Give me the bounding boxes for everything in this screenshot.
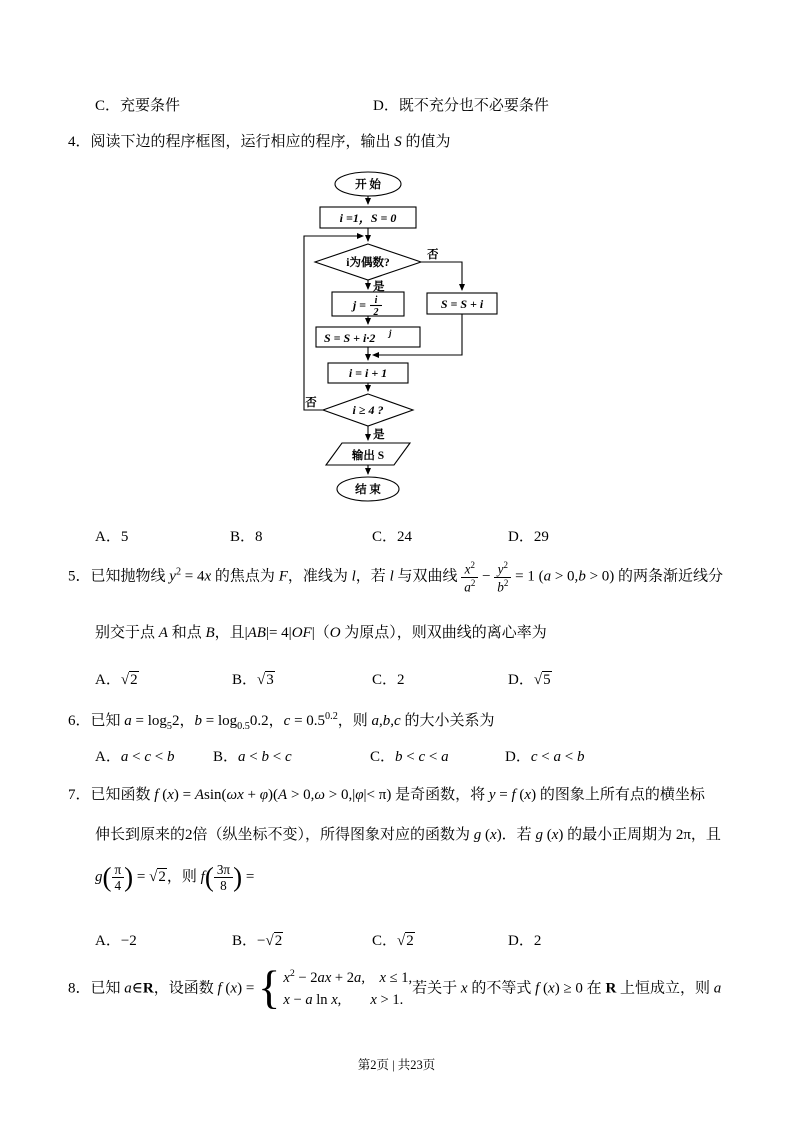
q4-option-c: C．24 (372, 529, 413, 545)
q5-stem-line2: 别交于点 A 和点 B，且|AB|= 4|OF|（O 为原点），则双曲线的离心率为 (95, 625, 547, 641)
page-footer: 第2页 | 共23页 (357, 1058, 436, 1072)
output-label: 输出 S (351, 450, 385, 462)
q7-stem-line3: g( $\frac{\pi}{4}$ ) = √2，则 f( $\frac{3\pi}{8}$ ) = (95, 862, 255, 894)
q5-stem-line1: 5．已知抛物线 $y^2 = 4x$ 的焦点为 F，准线为 l，若 l 与双曲线 $\frac{x^2}{a^2}$ − $\frac{y^2}{b^2}$ = 1 (a > 0,b > 0) 的两条渐近线分 (68, 560, 724, 594)
assign-j-frac-den: 2 (373, 307, 379, 318)
no-branch-line (421, 262, 462, 290)
q7-stem-line2: 伸长到原来的2倍（纵坐标不变），所得图象对应的函数为 g (x)．若 g (x) 的最小正周期为 2π，且 (95, 827, 721, 843)
cond2-label: i ≥ 4 ? (352, 403, 384, 417)
q6-option-a: A．a < c < b (95, 749, 175, 765)
q5-option-b: B．√3 (232, 672, 274, 688)
incr-label: i = i + 1 (348, 366, 388, 380)
assign-j-box-shape (332, 292, 404, 316)
prev-option-c: C．充要条件 (95, 98, 181, 114)
q7-stem-line1: 7．已知函数 f (x) = Asin(ωx + φ)(A > 0,ω > 0,|φ|< π) 是奇函数，将 y = f (x) 的图象上所有点的横坐标 (68, 787, 705, 803)
q7-option-a: A．−2 (95, 933, 137, 949)
q5-option-d: D．√5 (508, 672, 551, 688)
q8-stem: 8．已知 a∈R，设函数 f (x) = { $x^2 - 2ax + 2a$, x ≤ 1, x − a ln x, x > 1. 若关于 x 的不等式 f (x) ≥ 0 在 R 上恒成立，则 a (68, 963, 722, 1015)
q6-option-d: D．c < a < b (505, 749, 585, 765)
assign-j-frac-num: i (374, 295, 378, 306)
assign-j-label: j = (352, 298, 366, 312)
q4-flowchart (280, 170, 530, 510)
q5-option-c: C．2 (372, 672, 405, 688)
cond1-label: i为偶数? (346, 257, 390, 269)
q6-stem: 6．已知 $a = \log_52$，$b = \log_{0.5}0.2$，$c = 0.5^{0.2}$，则 a,b,c 的大小关系为 (68, 711, 495, 732)
q7-option-d: D．2 (508, 933, 542, 949)
cond2-yes-label: 是 (373, 429, 385, 441)
init-label: i =1，S = 0 (339, 211, 397, 225)
q4-stem: 4．阅读下边的程序框图，运行相应的程序，输出 S 的值为 (68, 134, 451, 150)
assign-s2-label: S = S + i·2 (324, 331, 376, 345)
q7-option-b: B．−√2 (232, 933, 283, 949)
q5-option-a: A．√2 (95, 672, 138, 688)
q4-option-b: B．8 (230, 529, 263, 545)
assign-s2-sup: j (389, 328, 392, 338)
prev-option-d: D．既不充分也不必要条件 (373, 98, 549, 114)
end-label: 结 束 (355, 484, 381, 496)
q7-option-c: C．√2 (372, 933, 414, 949)
add-s-label: S = S + i (440, 297, 484, 311)
q6-option-b: B．a < b < c (213, 749, 292, 765)
cond1-no-label: 否 (427, 249, 439, 261)
q4-option-d: D．29 (508, 529, 549, 545)
cond2-no-label: 否 (305, 397, 317, 409)
q4-option-a: A．5 (95, 529, 129, 545)
q6-option-c: C．b < c < a (370, 749, 449, 765)
cond1-yes-label: 是 (373, 281, 385, 293)
merge-line (373, 314, 462, 355)
start-label: 开 始 (355, 179, 381, 191)
